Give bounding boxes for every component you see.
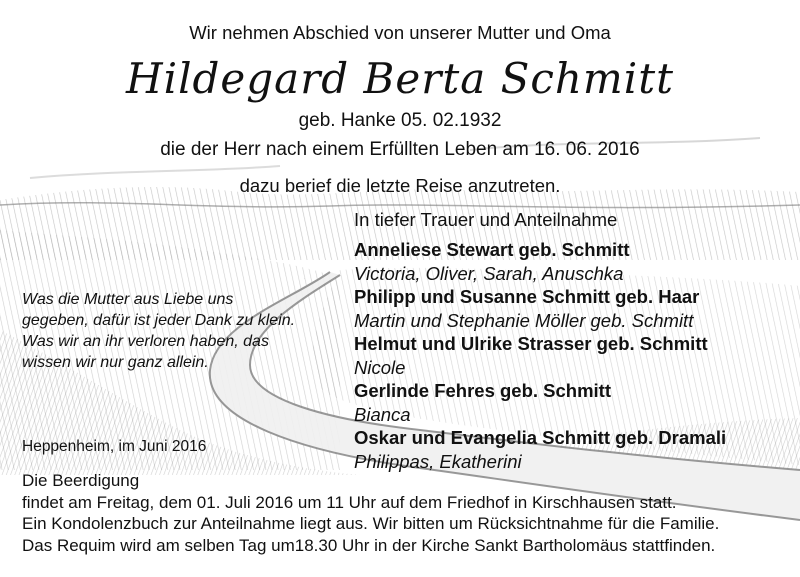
death-line: die der Herr nach einem Erfüllten Leben am 16. 06. 2016 [160,139,640,160]
mourning-heading: In tiefer Trauer und Anteilnahme [354,209,618,230]
mourner-family-name: Gerlinde Fehres geb. Schmitt [354,380,612,401]
funeral-line: Die Beerdigung [22,471,140,490]
funeral-line: findet am Freitag, dem 01. Juli 2016 um 11 Uhr auf dem Friedhof in Kirschhausen statt. [22,492,677,512]
intro-line: Wir nehmen Abschied von unserer Mutter und Oma [189,22,611,43]
mourner-family-children: Martin und Stephanie Möller geb. Schmitt [354,309,694,331]
mourner-family-name: Oskar und Evangelia Schmitt geb. Dramali [354,427,727,448]
mourner-family-children: Philippas, Ekatherini [354,450,522,472]
mourner-family-name: Helmut und Ulrike Strasser geb. Schmitt [354,333,708,354]
mourner-family-name: Philipp und Susanne Schmitt geb. Haar [354,286,700,307]
poem-line: Was die Mutter aus Liebe uns [22,291,234,308]
place-and-date: Heppenheim, im Juni 2016 [22,438,207,455]
calling-line: dazu berief die letzte Reise anzutreten. [239,175,561,196]
funeral-line: Ein Kondolenzbuch zur Anteilnahme liegt aus. Wir bitten um Rücksichtnahme für die Familie. [22,514,720,533]
mourner-family-name: Anneliese Stewart geb. Schmitt [354,239,630,260]
mourner-family-children: Victoria, Oliver, Sarah, Anuschka [354,262,624,284]
poem-verse [22,289,295,373]
mourners-list [354,238,726,473]
poem-line: wissen wir nur ganz allein. [22,354,209,371]
funeral-info [22,470,719,556]
deceased-name: Hildegard Berta Schmitt [126,54,674,103]
mourner-family-children: Nicole [354,356,406,378]
poem-line: Was wir an ihr verloren haben, das [22,333,269,350]
funeral-line: Das Requim wird am selben Tag um18.30 Uhr in der Kirche Sankt Bartholomäus stattfinden. [22,535,716,555]
birth-line: geb. Hanke 05. 02.1932 [298,110,502,131]
mourner-family-children: Bianca [354,403,411,425]
poem-line: gegeben, dafür ist jeder Dank zu klein. [22,312,296,329]
